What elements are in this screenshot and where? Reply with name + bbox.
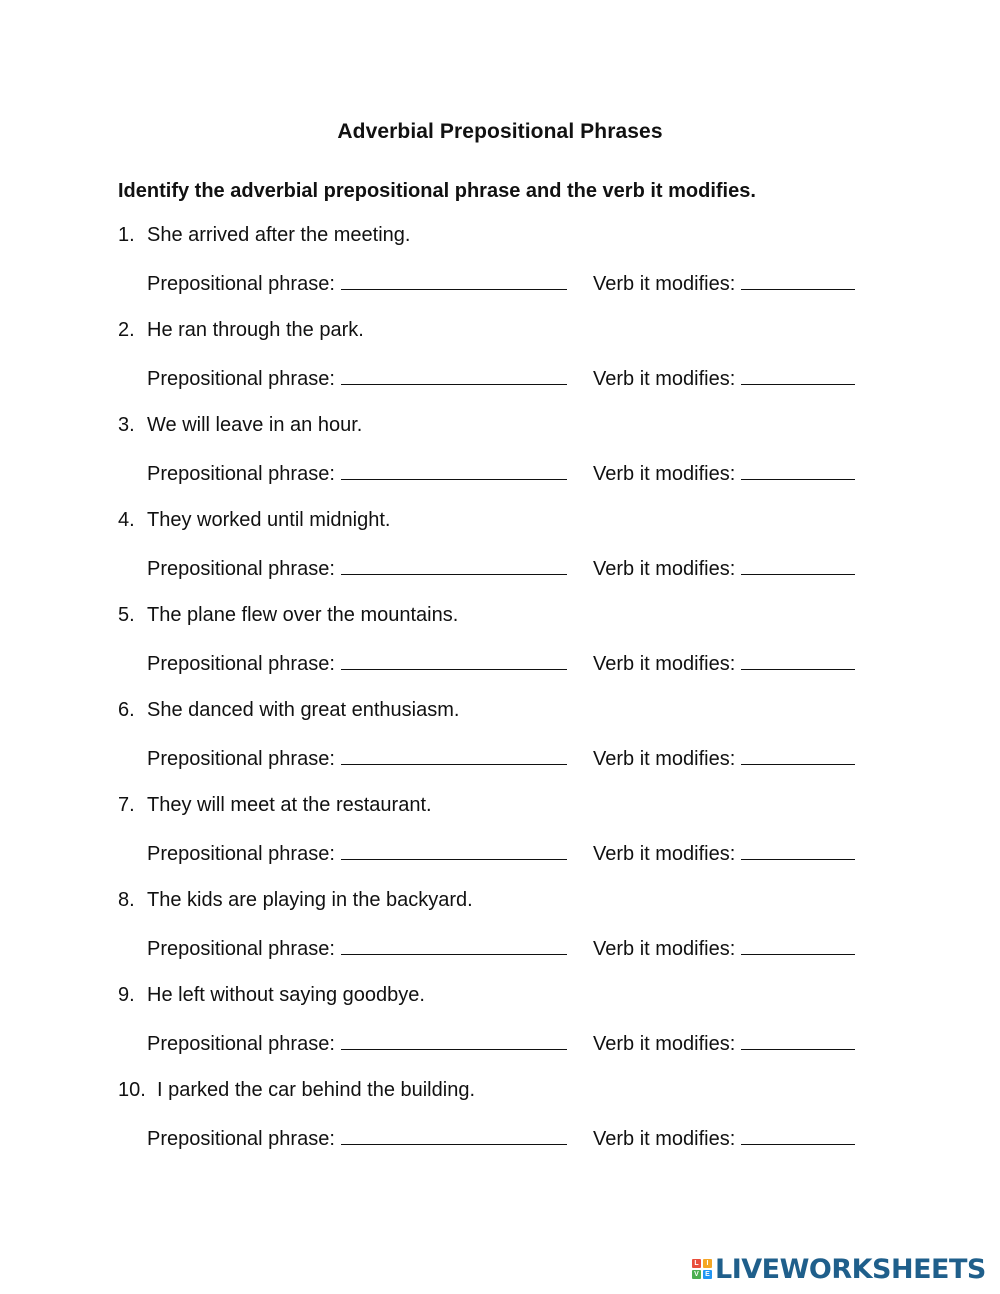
verb-answer-blank[interactable] — [741, 841, 855, 860]
phrase-label: Prepositional phrase: — [147, 463, 335, 485]
question-line — [118, 1079, 475, 1102]
verb-label: Verb it modifies: — [593, 748, 736, 770]
phrase-label: Prepositional phrase: — [147, 368, 335, 390]
verb-answer-blank[interactable] — [741, 461, 855, 480]
question-sentence: The plane flew over the mountains. — [147, 604, 459, 626]
verb-answer-blank[interactable] — [741, 936, 855, 955]
phrase-label: Prepositional phrase: — [147, 748, 335, 770]
question-number: 3. — [118, 414, 135, 436]
liveworksheets-logo — [692, 1254, 986, 1284]
verb-answer-blank[interactable] — [741, 746, 855, 765]
verb-answer-blank[interactable] — [741, 556, 855, 575]
phrase-answer-blank[interactable] — [341, 1126, 567, 1145]
verb-label: Verb it modifies: — [593, 843, 736, 865]
phrase-answer-blank[interactable] — [341, 271, 567, 290]
phrase-answer-blank[interactable] — [341, 461, 567, 480]
question-sentence: They will meet at the restaurant. — [147, 794, 432, 816]
liveworksheets-logo-icon — [692, 1259, 712, 1279]
phrase-answer-blank[interactable] — [341, 366, 567, 385]
logo-letter: V — [692, 1270, 701, 1279]
question-sentence: They worked until midnight. — [147, 509, 391, 531]
question-number: 4. — [118, 509, 135, 531]
question-item — [118, 604, 878, 699]
question-line — [118, 699, 459, 722]
question-list — [118, 224, 878, 1174]
verb-answer-blank[interactable] — [741, 271, 855, 290]
phrase-answer-blank[interactable] — [341, 936, 567, 955]
phrase-label: Prepositional phrase: — [147, 1128, 335, 1150]
question-sentence: The kids are playing in the backyard. — [147, 889, 473, 911]
question-item — [118, 1079, 878, 1174]
logo-text: LIVEWORKSHEETS — [715, 1253, 986, 1285]
phrase-label: Prepositional phrase: — [147, 843, 335, 865]
question-line — [118, 224, 410, 247]
verb-answer-blank[interactable] — [741, 366, 855, 385]
phrase-answer-blank[interactable] — [341, 651, 567, 670]
question-item — [118, 699, 878, 794]
phrase-label: Prepositional phrase: — [147, 653, 335, 675]
question-number: 10. — [118, 1079, 146, 1101]
verb-answer-blank[interactable] — [741, 651, 855, 670]
logo-letter: L — [692, 1259, 701, 1268]
question-number: 5. — [118, 604, 135, 626]
question-line — [118, 889, 473, 912]
question-number: 2. — [118, 319, 135, 341]
page-title: Adverbial Prepositional Phrases — [337, 120, 663, 143]
phrase-label: Prepositional phrase: — [147, 558, 335, 580]
question-sentence: She arrived after the meeting. — [147, 224, 411, 246]
phrase-answer-blank[interactable] — [341, 1031, 567, 1050]
question-number: 9. — [118, 984, 135, 1006]
question-line — [118, 984, 425, 1007]
question-sentence: He ran through the park. — [147, 319, 364, 341]
question-item — [118, 509, 878, 604]
instructions: Identify the adverbial prepositional phrase and the verb it modifies. — [118, 180, 756, 202]
question-line — [118, 604, 458, 627]
phrase-answer-blank[interactable] — [341, 746, 567, 765]
verb-label: Verb it modifies: — [593, 558, 736, 580]
phrase-label: Prepositional phrase: — [147, 1033, 335, 1055]
verb-label: Verb it modifies: — [593, 938, 736, 960]
question-item — [118, 224, 878, 319]
verb-answer-blank[interactable] — [741, 1031, 855, 1050]
question-sentence: I parked the car behind the building. — [157, 1079, 475, 1101]
question-line — [118, 414, 362, 437]
verb-label: Verb it modifies: — [593, 463, 736, 485]
question-item — [118, 414, 878, 509]
question-sentence: We will leave in an hour. — [147, 414, 363, 436]
verb-label: Verb it modifies: — [593, 273, 736, 295]
question-item — [118, 889, 878, 984]
phrase-label: Prepositional phrase: — [147, 273, 335, 295]
question-number: 7. — [118, 794, 135, 816]
question-item — [118, 984, 878, 1079]
question-sentence: She danced with great enthusiasm. — [147, 699, 460, 721]
question-number: 6. — [118, 699, 135, 721]
verb-label: Verb it modifies: — [593, 1033, 736, 1055]
question-line — [118, 319, 364, 342]
question-line — [118, 509, 390, 532]
question-number: 1. — [118, 224, 135, 246]
phrase-answer-blank[interactable] — [341, 841, 567, 860]
logo-letter: I — [703, 1259, 712, 1268]
phrase-answer-blank[interactable] — [341, 556, 567, 575]
verb-answer-blank[interactable] — [741, 1126, 855, 1145]
question-number: 8. — [118, 889, 135, 911]
question-item — [118, 794, 878, 889]
logo-letter: E — [703, 1270, 712, 1279]
verb-label: Verb it modifies: — [593, 1128, 736, 1150]
phrase-label: Prepositional phrase: — [147, 938, 335, 960]
question-sentence: He left without saying goodbye. — [147, 984, 425, 1006]
verb-label: Verb it modifies: — [593, 653, 736, 675]
question-line — [118, 794, 432, 817]
question-item — [118, 319, 878, 414]
verb-label: Verb it modifies: — [593, 368, 736, 390]
